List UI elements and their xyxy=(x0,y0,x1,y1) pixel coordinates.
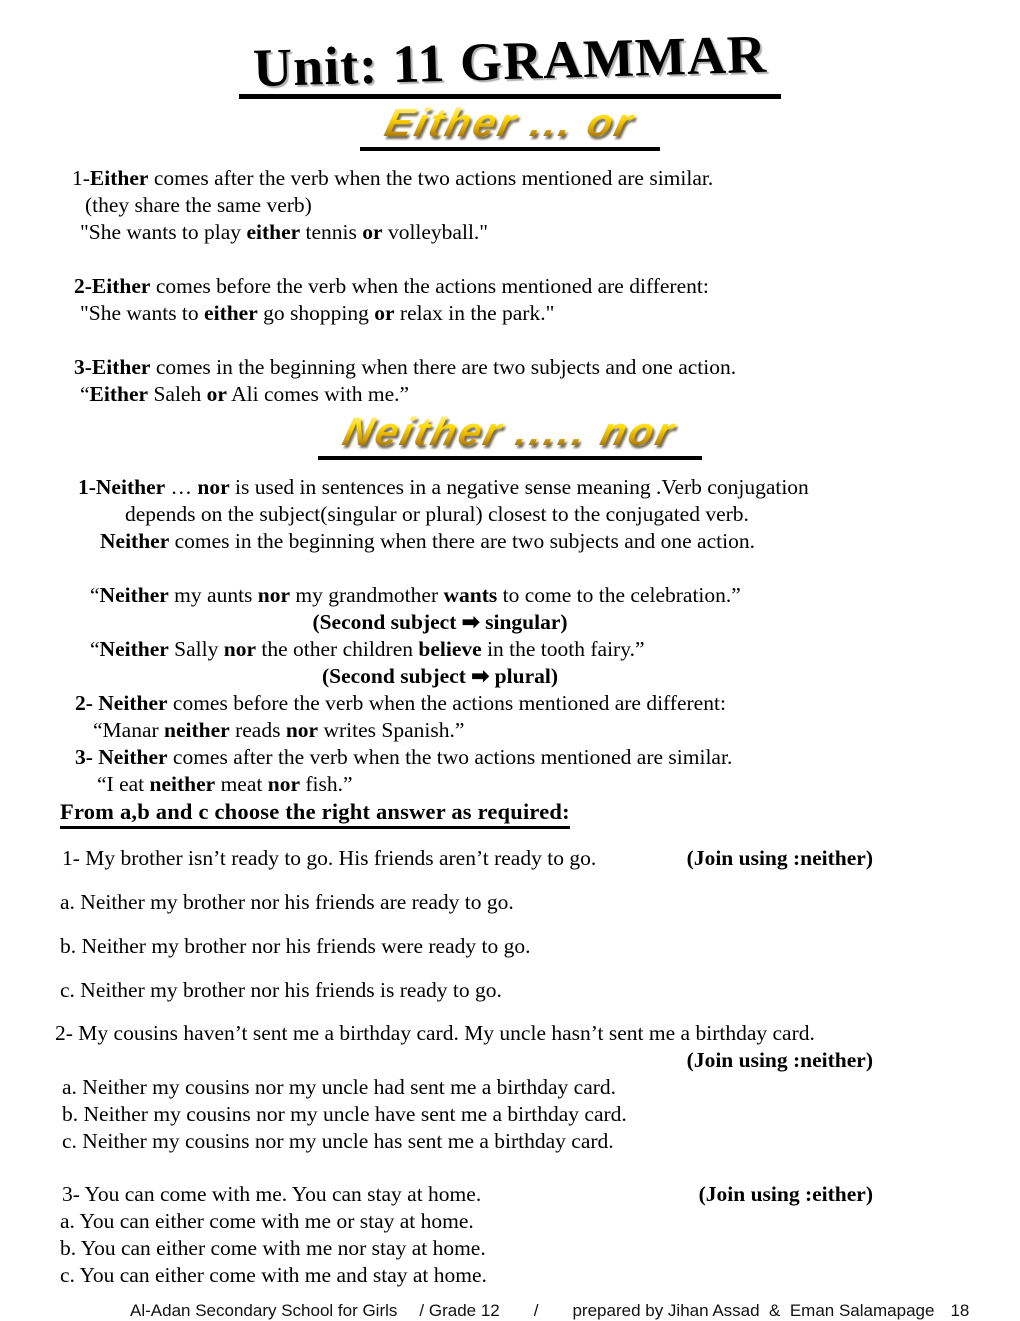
question-1-prompt: 1- My brother isn’t ready to go. His friends aren’t ready to go. xyxy=(62,846,597,870)
question-1 xyxy=(55,845,965,872)
question-1-join-note: (Join using :neither) xyxy=(686,846,873,870)
neither-example-1: “Neither my aunts nor my grandmother wants to come to the celebration.” xyxy=(90,583,741,607)
either-rule-1: 1-Either comes after the verb when the two actions mentioned are similar. xyxy=(72,166,714,190)
question-3-join-note: (Join using :either) xyxy=(698,1182,873,1206)
question-2-option-c: c. Neither my cousins nor my uncle has sent me a birthday card. xyxy=(62,1129,614,1153)
either-rule-1-note: (they share the same verb) xyxy=(85,193,312,217)
footer-page-number: 18 xyxy=(950,1301,970,1320)
footer-page-label: page xyxy=(896,1301,935,1320)
question-2: 2- My cousins haven’t sent me a birthday card. My uncle hasn’t sent me a birthday card. xyxy=(55,1021,815,1045)
footer-separator: / xyxy=(533,1301,539,1320)
neither-heading: Neither ..... nor xyxy=(338,410,682,454)
exercise-heading: From a,b and c choose the right answer as required: xyxy=(60,798,570,829)
either-rule-3-example: “Either Saleh or Ali comes with me.” xyxy=(80,382,410,406)
neither-rule-3-example: “I eat neither meat nor fish.” xyxy=(97,772,353,796)
neither-heading-underline xyxy=(318,412,701,460)
neither-rule-2-example: “Manar neither reads nor writes Spanish.” xyxy=(93,718,465,742)
question-1-option-c: c. Neither my brother nor his friends is ready to go. xyxy=(60,978,502,1002)
title-block xyxy=(55,23,965,99)
question-3-option-a: a. You can either come with me or stay at home. xyxy=(60,1209,474,1233)
question-2-join-note: (Join using :neither) xyxy=(686,1048,873,1072)
either-heading: Either ... or xyxy=(380,101,640,145)
question-1-option-b: b. Neither my brother nor his friends were ready to go. xyxy=(60,934,531,958)
footer-school: Al-Adan Secondary School for Girls xyxy=(130,1301,398,1320)
neither-example-2-note: (Second subject ➡ plural) xyxy=(321,664,558,688)
exercise-heading-block xyxy=(55,798,965,829)
neither-rule-2: 2- Neither comes before the verb when the actions mentioned are different: xyxy=(75,691,726,715)
neither-example-2: “Neither Sally nor the other children believe in the tooth fairy.” xyxy=(90,637,645,661)
neither-heading-block xyxy=(55,412,965,460)
question-2-option-a: a. Neither my cousins nor my uncle had sent me a birthday card. xyxy=(62,1075,617,1099)
question-3-option-c: c. You can either come with me and stay at home. xyxy=(60,1263,487,1287)
question-2-option-b: b. Neither my cousins nor my uncle have sent me a birthday card. xyxy=(62,1102,627,1126)
page-footer xyxy=(55,1301,970,1321)
question-3-prompt: 3- You can come with me. You can stay at home. xyxy=(62,1182,482,1206)
neither-rule-1-cont: depends on the subject(singular or plural) closest to the conjugated verb. xyxy=(125,502,749,526)
page-title: Unit: 11 GRAMMAR xyxy=(252,23,768,99)
question-3-option-b: b. You can either come with me nor stay at home. xyxy=(60,1236,486,1260)
footer-grade: / Grade 12 xyxy=(419,1301,500,1320)
question-3 xyxy=(55,1181,965,1208)
neither-example-1-note: (Second subject ➡ singular) xyxy=(312,610,568,634)
title-underline xyxy=(239,23,781,99)
neither-rule-1: 1-Neither … nor is used in sentences in a negative sense meaning .Verb conjugation xyxy=(78,475,809,499)
neither-rule-3: 3- Neither comes after the verb when the two actions mentioned are similar. xyxy=(75,745,733,769)
either-rule-3: 3-Either comes in the beginning when there are two subjects and one action. xyxy=(74,355,737,379)
either-heading-block xyxy=(55,103,965,151)
either-heading-underline xyxy=(360,103,660,151)
footer-prepared-by: prepared by Jihan Assad & Eman Salama xyxy=(572,1301,897,1320)
either-rule-2-example: "She wants to either go shopping or relax in the park." xyxy=(80,301,555,325)
either-rule-2: 2-Either comes before the verb when the actions mentioned are different: xyxy=(74,274,709,298)
either-rule-1-example: "She wants to play either tennis or volleyball." xyxy=(80,220,489,244)
neither-rule-1-cont2: Neither comes in the beginning when there are two subjects and one action. xyxy=(100,529,755,553)
question-1-option-a: a. Neither my brother nor his friends are ready to go. xyxy=(60,890,514,914)
